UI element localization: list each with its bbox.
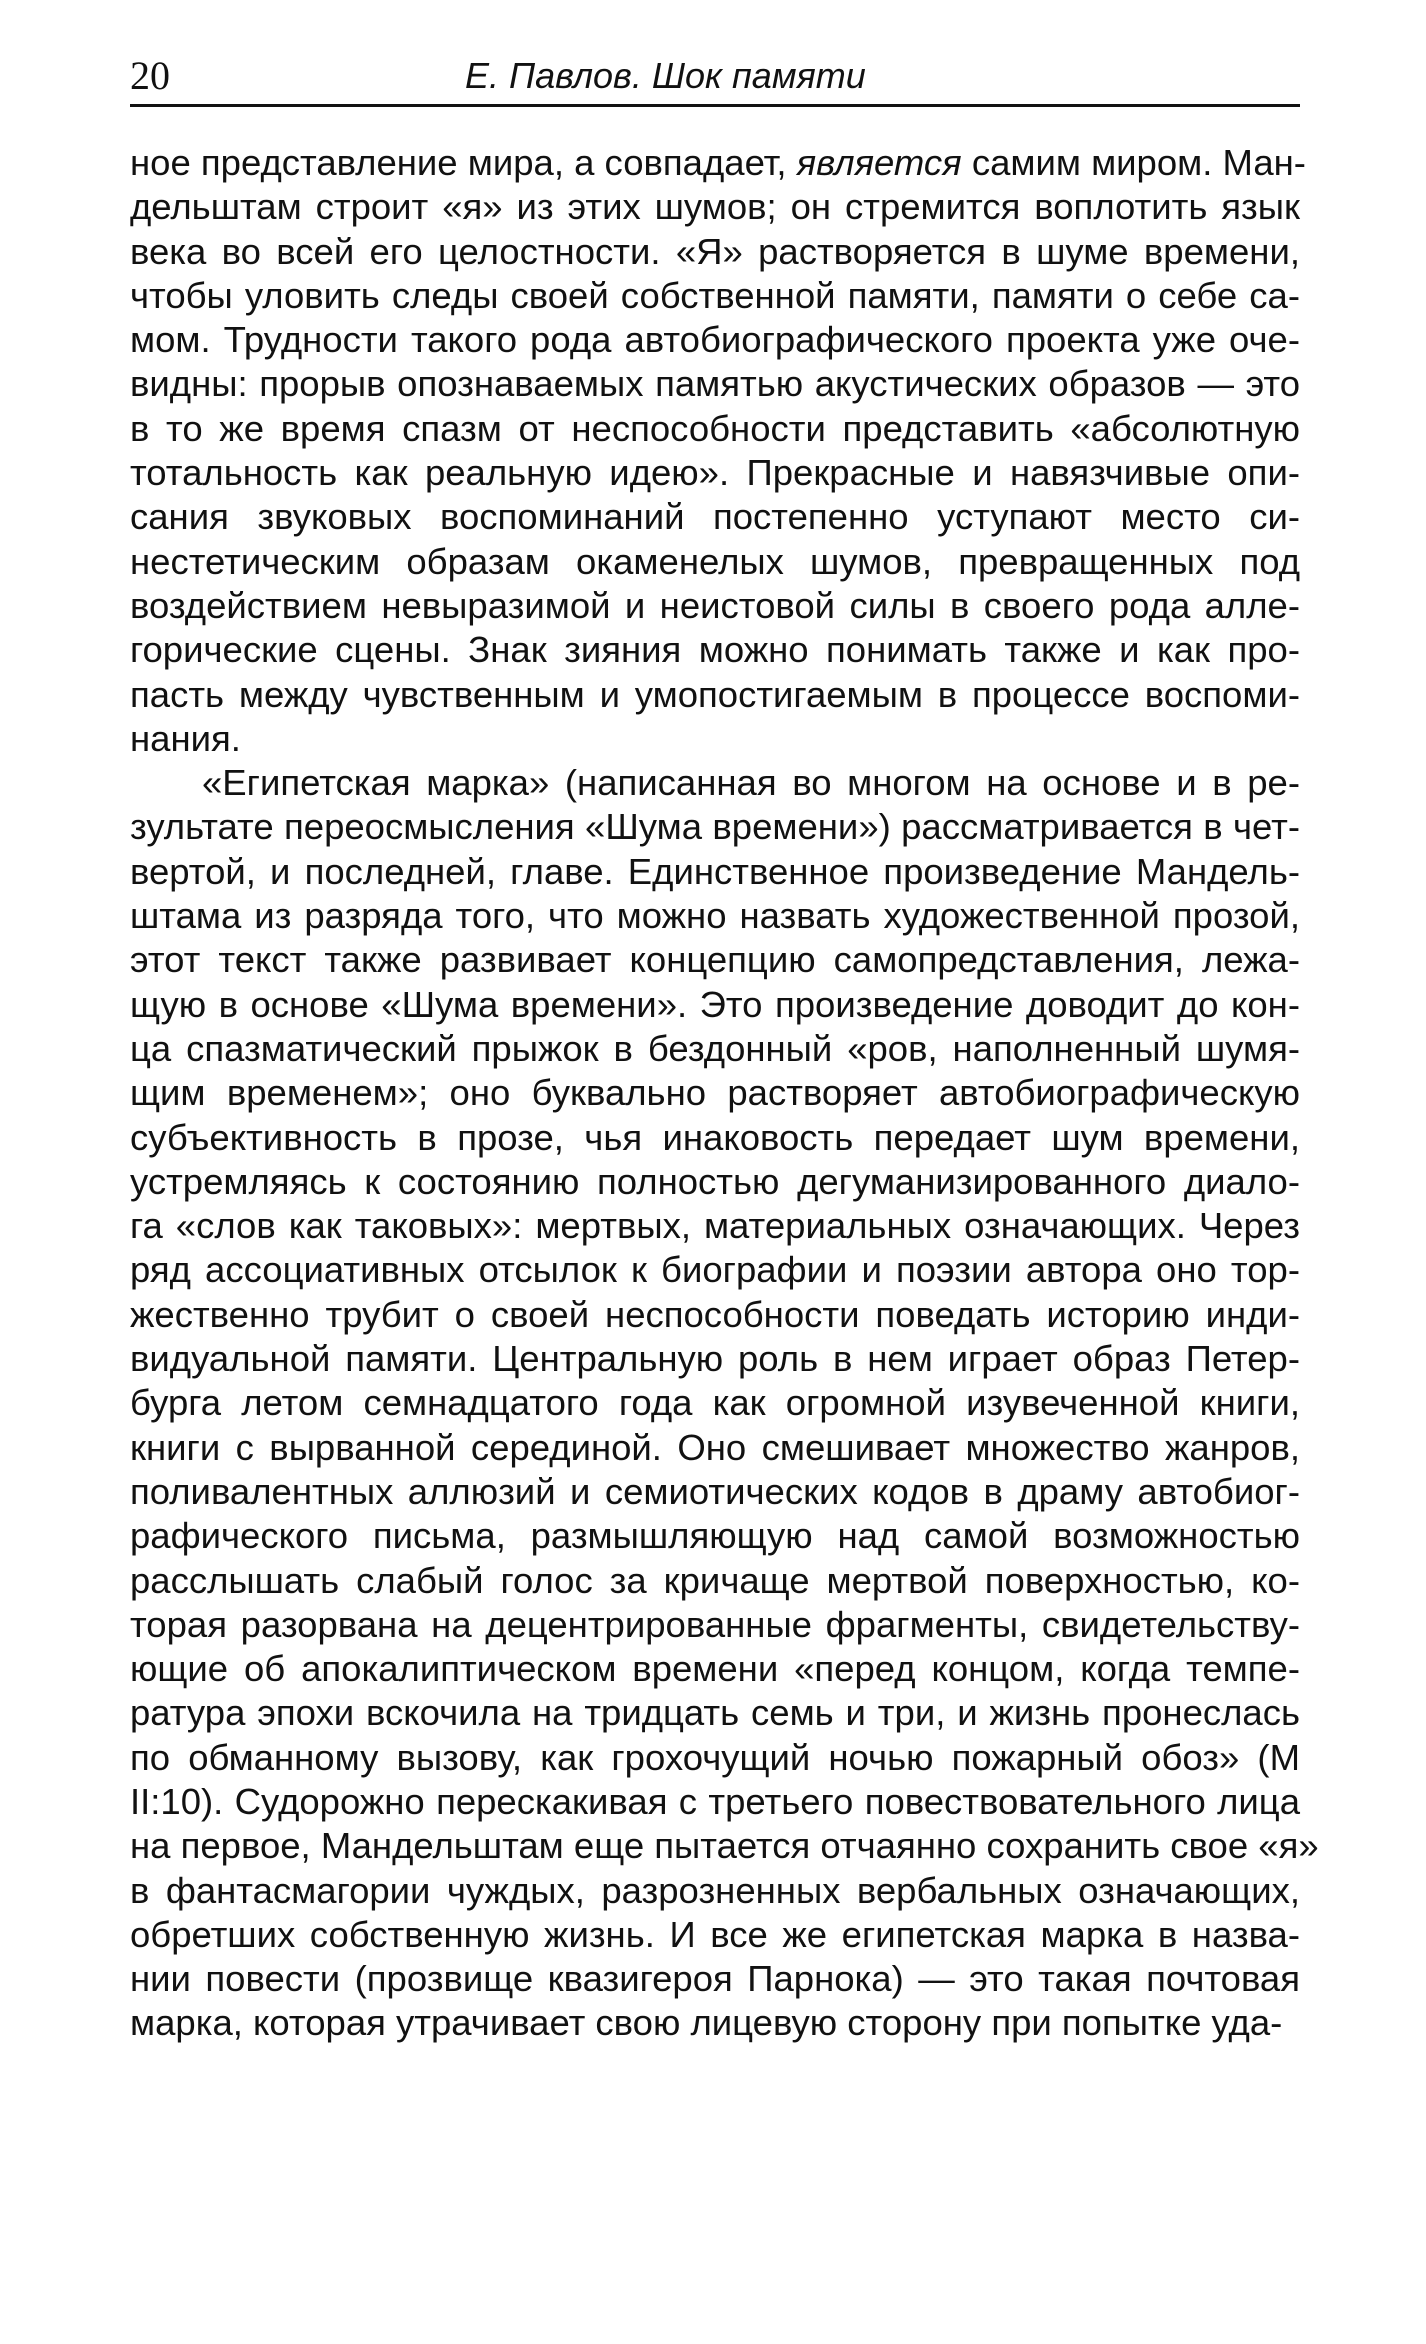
text-line: ца спазматический прыжок в бездонный «ров, наполненный шумя- — [130, 1027, 1300, 1069]
text-line: II:10). Судорожно перескакивая с третьего повествовательного лица — [130, 1780, 1300, 1822]
text-line: га «слов как таковых»: мертвых, материальных означающих. Через — [130, 1205, 1300, 1247]
text-line: в фантасмагории чуждых, разрозненных вербальных означающих, — [130, 1869, 1300, 1911]
paragraph — [130, 761, 1319, 2046]
running-title: Е. Павлов. Шок памяти — [465, 55, 866, 96]
text-line: века во всей его целостности. «Я» растворяется в шуме времени, — [130, 230, 1300, 272]
text-line: чтобы уловить следы своей собственной памяти, памяти о себе са- — [130, 274, 1300, 316]
text-line: бурга летом семнадцатого года как огромной изувеченной книги, — [130, 1382, 1300, 1424]
book-page — [130, 46, 1319, 2046]
text-line: «Египетская марка» (написанная во многом на основе и в ре- — [202, 762, 1300, 804]
paragraph — [130, 141, 1306, 761]
text-line: ющие об апокалиптическом времени «перед концом, когда темпе- — [130, 1648, 1300, 1690]
text-line: ратура эпохи вскочила на тридцать семь и три, и жизнь пронеслась — [130, 1692, 1300, 1734]
text-line: ное представление мира, а совпадает, является самим миром. Ман- — [130, 142, 1306, 183]
text-line: обретших собственную жизнь. И все же египетская марка в назва- — [130, 1913, 1300, 1955]
text-line: воздействием невыразимой и неистовой силы в своего рода алле- — [130, 584, 1300, 626]
text-line: нестетическим образам окаменелых шумов, превращенных под — [130, 540, 1300, 582]
body-text — [130, 141, 1319, 2046]
emphasis-text: является — [796, 142, 962, 183]
text-line: на первое, Мандельштам еще пытается отчаянно сохранить свое «я» — [130, 1825, 1319, 1867]
text-line: нии повести (прозвище квазигероя Парнока) — это такая почтовая — [130, 1958, 1300, 2000]
text-line: этот текст также развивает концепцию самопредставления, лежа- — [130, 939, 1300, 981]
text-line: устремляясь к состоянию полностью дегуманизированного диало- — [130, 1160, 1300, 1202]
text-line: щим временем»; оно буквально растворяет автобиографическую — [130, 1072, 1300, 1114]
text-line: щую в основе «Шума времени». Это произведение доводит до кон- — [130, 983, 1300, 1025]
text-line: нания. — [130, 717, 241, 759]
text-line: субъективность в прозе, чья инаковость передает шум времени, — [130, 1116, 1300, 1158]
text-line: марка, которая утрачивает свою лицевую сторону при попытке уда- — [130, 2002, 1283, 2044]
text-line: сания звуковых воспоминаний постепенно уступают место си- — [130, 496, 1300, 538]
text-line: торая разорвана на децентрированные фрагменты, свидетельству- — [130, 1603, 1300, 1645]
text-line: ряд ассоциативных отсылок к биографии и поэзии автора оно тор- — [130, 1249, 1300, 1291]
text-line: видуальной памяти. Центральную роль в нем играет образ Петер- — [130, 1338, 1300, 1380]
text-line: тотальность как реальную идею». Прекрасные и навязчивые опи- — [130, 452, 1300, 494]
text-line: по обманному вызову, как грохочущий ночью пожарный обоз» (М — [130, 1736, 1300, 1778]
text-line: штама из разряда того, что можно назвать художественной прозой, — [130, 895, 1300, 937]
text-line: в то же время спазм от неспособности представить «абсолютную — [130, 407, 1300, 449]
text-line: дельштам строит «я» из этих шумов; он стремится воплотить язык — [130, 186, 1300, 228]
text-line: жественно трубит о своей неспособности поведать историю инди- — [130, 1293, 1300, 1335]
text-line: видны: прорыв опознаваемых памятью акустических образов — это — [130, 363, 1300, 405]
text-line: книги с вырванной серединой. Оно смешивает множество жанров, — [130, 1426, 1300, 1468]
text-line: зультате переосмысления «Шума времени») рассматривается в чет- — [130, 806, 1300, 848]
page-number: 20 — [130, 53, 170, 98]
text-line: мом. Трудности такого рода автобиографического проекта уже оче- — [130, 319, 1300, 361]
text-line: поливалентных аллюзий и семиотических кодов в драму автобиог- — [130, 1470, 1300, 1512]
text-line: расслышать слабый голос за кричаще мертвой поверхностью, ко- — [130, 1559, 1300, 1601]
text-line: пасть между чувственным и умопостигаемым в процессе воспоми- — [130, 673, 1300, 715]
text-line: вертой, и последней, главе. Единственное произведение Мандель- — [130, 850, 1300, 892]
text-line: горические сцены. Знак зияния можно понимать также и как про- — [130, 629, 1300, 671]
running-head — [130, 46, 1300, 107]
text-line: рафического письма, размышляющую над самой возможностью — [130, 1515, 1300, 1557]
